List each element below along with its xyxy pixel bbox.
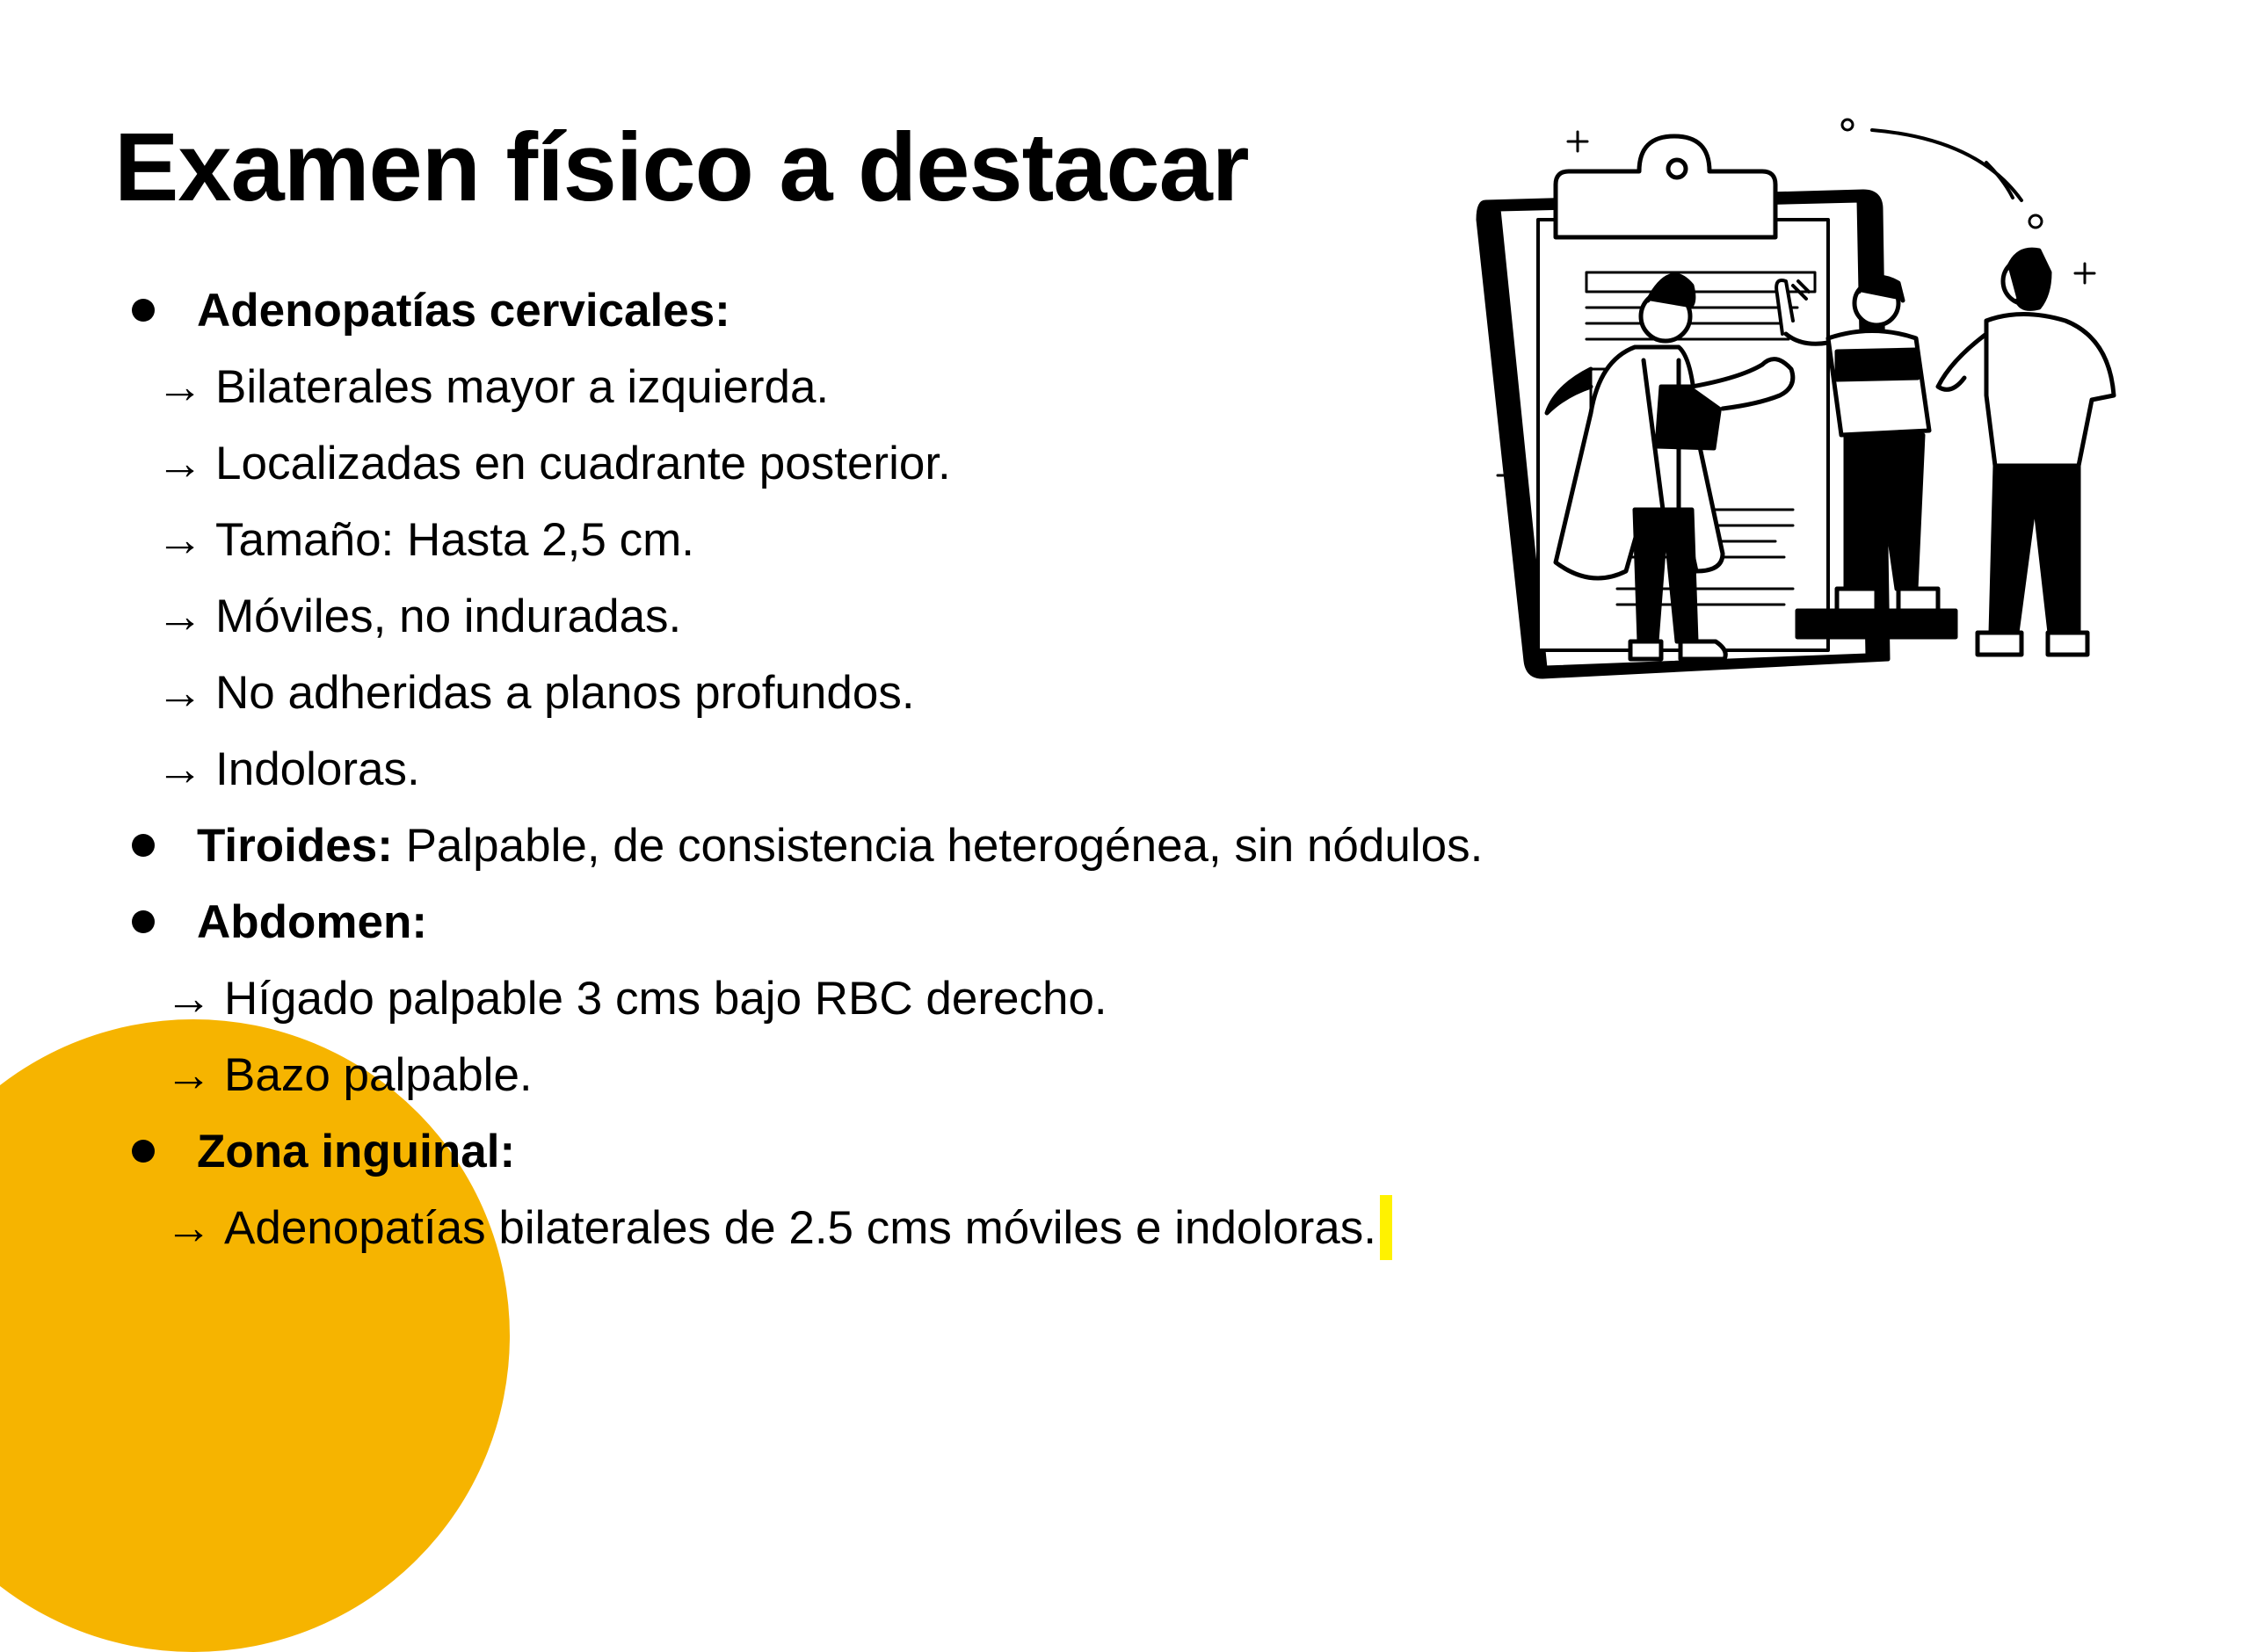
arrow-right-icon: → — [156, 437, 203, 489]
bullet-dot-icon — [132, 299, 155, 322]
arrow-right-icon: → — [156, 666, 203, 719]
list-item-text: Hígado palpable 3 cms bajo RBC derecho. — [224, 972, 1107, 1025]
list-item-text: Localizadas en cuadrante posterior. — [215, 437, 951, 489]
bullet-zona-inguinal — [132, 1120, 515, 1182]
bullet-dot-icon — [132, 834, 155, 857]
arrow-right-icon: → — [156, 513, 203, 566]
arrow-right-icon: → — [165, 972, 212, 1025]
list-item-text: Bazo palpable. — [224, 1048, 533, 1101]
section-label: Abdomen: — [197, 895, 428, 948]
bullet-adenopatias — [132, 279, 730, 341]
slide-title: Examen físico a destacar — [114, 113, 1249, 221]
list-item-text: Adenopatías bilaterales de 2.5 cms móviles e indoloras. — [224, 1201, 1376, 1254]
list-item-text: Tamaño: Hasta 2,5 cm. — [215, 513, 694, 566]
bullet-abdomen — [132, 891, 427, 953]
arrow-right-icon: → — [156, 590, 203, 642]
section-text: Palpable, de consistencia heterogénea, sin nódulos. — [392, 819, 1484, 872]
list-item — [156, 738, 420, 800]
list-item — [156, 509, 694, 570]
section-label: Zona inguinal: — [197, 1125, 516, 1177]
list-item-text: No adheridas a planos profundos. — [215, 666, 915, 719]
list-item — [156, 662, 915, 723]
bullet-tiroides — [132, 815, 1483, 876]
arrow-right-icon: → — [156, 743, 203, 795]
list-item — [156, 432, 951, 494]
list-item-text: Bilaterales mayor a izquierda. — [215, 360, 830, 413]
list-item — [156, 585, 681, 647]
list-item-text: Indoloras. — [215, 743, 420, 795]
list-item — [156, 356, 829, 417]
text-cursor-highlight — [1380, 1195, 1392, 1260]
section-label: Adenopatías cervicales: — [197, 284, 730, 337]
arrow-right-icon: → — [156, 360, 203, 413]
list-item — [165, 1044, 533, 1105]
list-item — [165, 1197, 1392, 1258]
arrow-right-icon: → — [165, 1048, 212, 1101]
bullet-dot-icon — [132, 1140, 155, 1163]
list-item — [165, 967, 1107, 1029]
list-item-text: Móviles, no induradas. — [215, 590, 682, 642]
arrow-right-icon: → — [165, 1201, 212, 1254]
section-label: Tiroides: — [197, 819, 393, 872]
bullet-dot-icon — [132, 910, 155, 933]
